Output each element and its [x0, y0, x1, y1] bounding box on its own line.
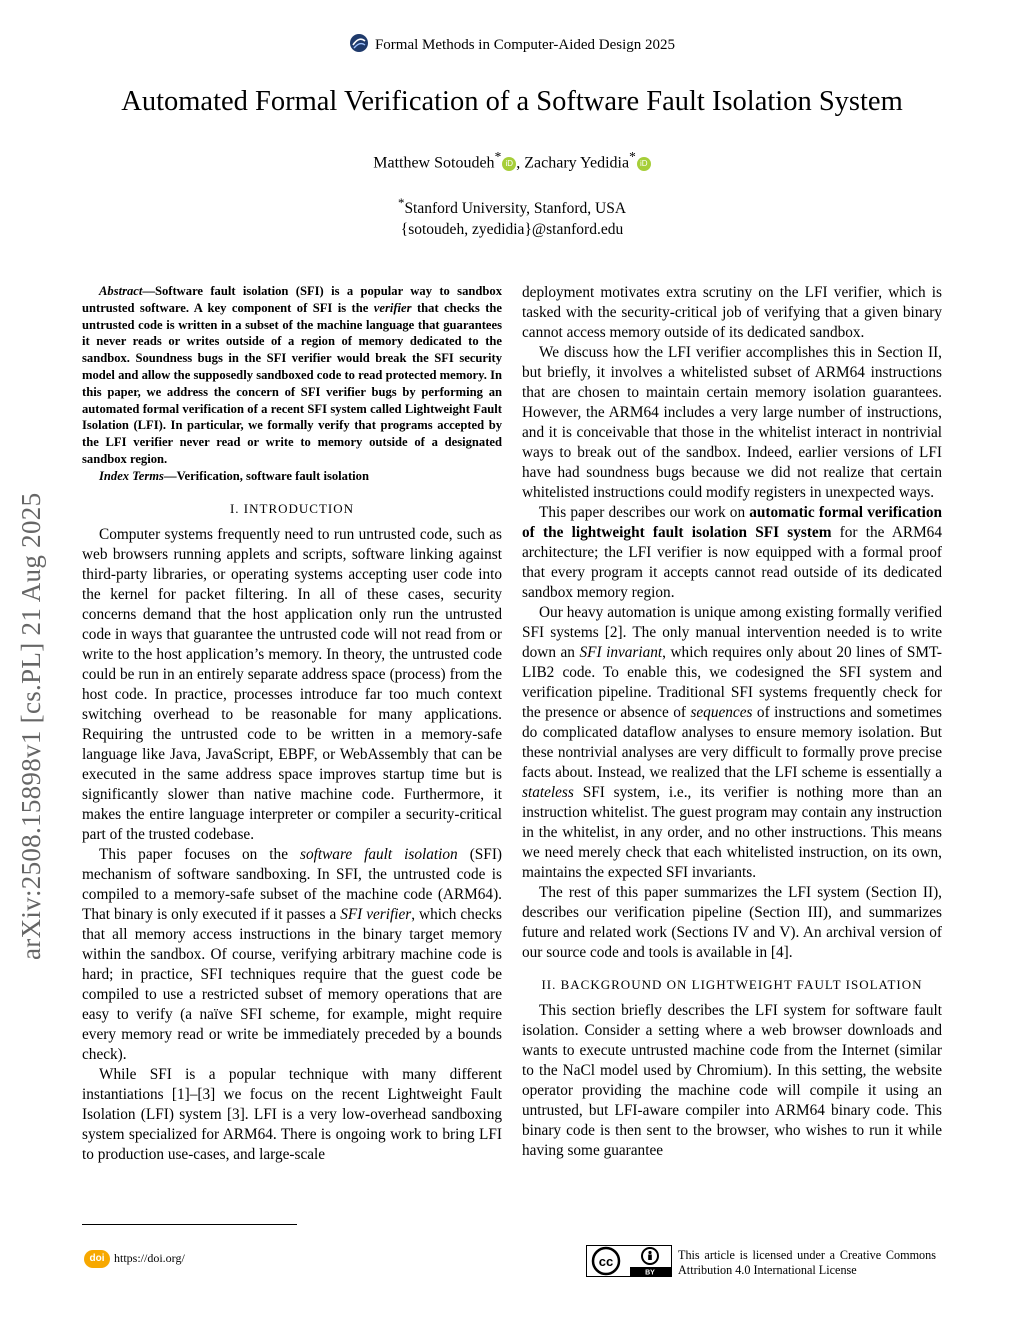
right-column [522, 283, 942, 1161]
author-name: Matthew Sotoudeh [373, 154, 495, 172]
email: {sotoudeh, zyedidia}@stanford.edu [400, 221, 624, 239]
affiliation-mark: * [629, 149, 636, 164]
author-name: Zachary Yedidia [524, 154, 630, 172]
author-list: Matthew Sotoudeh* iD , Zachary Yedidia* iD [0, 149, 1024, 172]
paragraph: This paper describes our work on automatic formal verification of the lightweight fault isolation SFI system for the ARM64 architecture; the LFI verifier is now equipped with a formal proof that every program it accepts cannot read outside of its dedicated sandbox memory region. [522, 504, 942, 601]
cc-label: cc [598, 1254, 614, 1269]
footnote-rule [82, 1224, 297, 1225]
license-text: This article is licensed under a Creative Commons Attribution 4.0 International License [678, 1248, 936, 1277]
section-heading-background: II. BACKGROUND ON LIGHTWEIGHT FAULT ISOLATION [541, 977, 923, 992]
paragraph: The rest of this paper summarizes the LFI system (Section II), describes our verification pipeline (Section III), and summarizes future and related work (Sections IV and V). An archival version of our source code and tools is available in [4]. [522, 884, 942, 961]
affiliation: Stanford University, Stanford, USA [404, 200, 627, 218]
paragraph: This paper focuses on the software fault isolation (SFI) mechanism of software sandboxing. In SFI, the untrusted code is compiled to a memory-safe subset of the machine code (ARM64). That binary is only executed if it passes a SFI verifier, which checks that all memory access instructions in the binary target memory within the sandbox. Of course, verifying arbitrary machine code is hard; in practice, SFI techniques require that the guest code be compiled to use a restricted subset of memory operations that are easy to verify (a naïve SFI scheme, for example, might require every memory read or write be immediately preceded by a bounds check). [82, 845, 503, 1063]
orcid-icon[interactable]: iD [502, 157, 516, 171]
doi-link[interactable] [84, 1250, 185, 1268]
abstract-label: Abstract [99, 284, 143, 298]
affiliation-mark: * [494, 149, 502, 164]
arxiv-sidebar-id: arXiv:2508.15898v1 [cs.PL] 21 Aug 2025 [16, 492, 46, 960]
section-heading-introduction: I. INTRODUCTION [229, 500, 355, 516]
paragraph: While SFI is a popular technique with many different instantiations [1]–[3] we focus on the recent Lightweight Fault Isolation (LFI) system [3]. LFI is a very low-overhead sandboxing system specialized for ARM64. There is ongoing work to bring LFI to production use-cases, and large-scale [82, 1065, 502, 1163]
paragraph: We discuss how the LFI verifier accomplishes this in Section II, but briefly, it involves a whitelisted subset of ARM64 instructions that are chosen to maintain certain memory isolation guarantees. However, the ARM64 includes a very large number of instructions, and it is conceivable that those in the whitelist interact in nontrivial ways to break out of the sandbox. Indeed, earlier versions of LFI have had soundness bugs because we did not realize that certain whitelisted instructions could modify registers in unexpected ways. [522, 344, 942, 501]
paragraph: This section briefly describes the LFI system for software fault isolation. Consider a setting where a web browser downloads and wants to execute untrusted machine code from the Internet (similar to the NaCl model used by Chromium). In this setting, the website operator providing the machine code will compile it using an untrusted, but LFI-aware compiler into ARM64 binary code. This binary code is then sent to the browser, who wishes to run it while having some guarantee [522, 1002, 942, 1159]
paragraph: deployment motivates extra scrutiny on the LFI verifier, which is tasked with the security-critical job of verifying that a given binary cannot access memory outside of its dedicated sandbox. [522, 284, 942, 341]
venue-text: Formal Methods in Computer-Aided Design 2025 [374, 36, 676, 53]
doi-icon: doi [84, 1250, 110, 1268]
paragraph: Our heavy automation is unique among existing formally verified SFI systems [2]. The only manual intervention needed is to write down an SFI invariant, which requires only about 20 lines of SMT-LIB2 code. To enable this, we codesigned the SFI system and verification pipeline. Traditional SFI systems frequently check for the presence or absence of sequences of instructions and sometimes do complicated dataflow analyses to ensure memory isolation. But these nontrivial analyses are very difficult to formally prove precise facts about. Instead, we realized that the LFI scheme is essentially a stateless SFI system, i.e., its verifier is nothing more than an instruction whitelist. The guest program may contain any instruction in the whitelist, in any order, and no other instructions. This means we need merely check that each whitelisted instruction, on its own, maintains the expected SFI invariants. [522, 604, 942, 881]
by-label: BY [645, 1269, 655, 1277]
venue-header [0, 33, 1024, 58]
abstract: Abstract—Software fault isolation (SFI) is a popular way to sandbox untrusted software. A key component of SFI is the verifier that checks the untrusted code is written in a subset of the machine language that guarantees it never reads or writes outside of a region of memory dedicated to the sandbox. Soundness bugs in the SFI verifier would break the SFI security model and allow the supposedly sandboxed code to read protected memory. In this paper, we address the concern of SFI verifier bugs by performing an automated formal verification of a recent SFI system called Lightweight Fault Isolation (LFI). In particular, we formally verify that programs accepted by the LFI verifier never read or write to memory outside of a designated sandbox region. [82, 284, 502, 466]
conference-logo-icon [349, 33, 369, 58]
index-terms-label: Index Terms [99, 468, 164, 483]
paragraph: Computer systems frequently need to run untrusted code, such as web browsers running applets and scripts, software linking against third-party libraries, or operating systems accepting user code into the kernel for packet filtering. In all of these cases, security concerns demand that the host application only run the untrusted code in ways that guarantee the untrusted code will not read from or write to the host application’s memory. In theory, the untrusted code could be run in an entirely separate address space (process) from the host code. In practice, processes introduce far too much context switching overhead to be reasonable for many applications. Requiring the untrusted code to be written in a memory-safe language like Java, JavaScript, EBPF, or WebAssembly that can be executed in the same address space improves startup time but is significantly slower than native machine code. Furthermore, it makes the entire language interpreter or compiler a security-critical part of the trusted codebase. [82, 525, 502, 843]
doi-url[interactable]: https://doi.org/ [114, 1250, 185, 1265]
affiliation-mark: * [397, 195, 405, 210]
affiliation-block [0, 192, 1024, 240]
paper-title: Automated Formal Verification of a Software Fault Isolation System [121, 86, 903, 117]
cc-by-license-icon[interactable] [586, 1245, 672, 1277]
left-column [82, 283, 502, 1165]
orcid-icon[interactable]: iD [637, 157, 651, 171]
index-terms: Index Terms—Verification, software fault isolation [99, 468, 369, 483]
